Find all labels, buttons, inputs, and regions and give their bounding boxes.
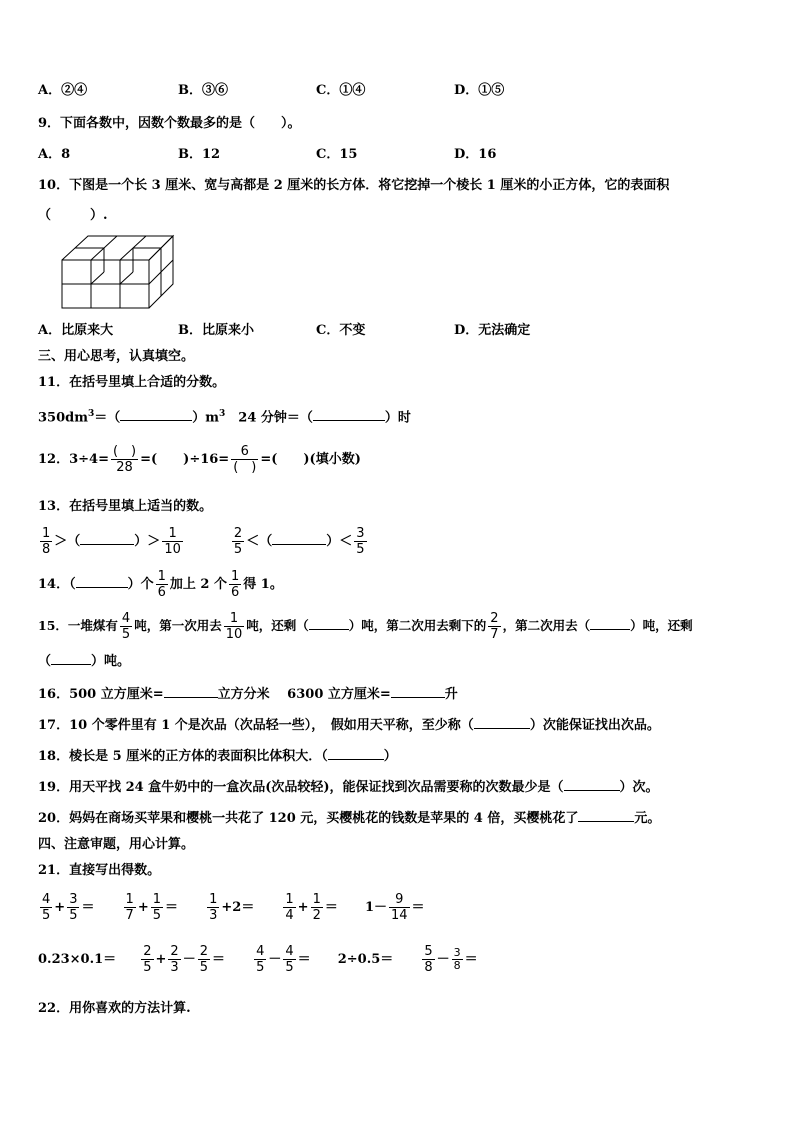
q10-paren: （ ）. <box>38 208 108 223</box>
q9-option-d: D．16 <box>454 147 497 162</box>
q10-stem: 10．下图是一个长 3 厘米、宽与高都是 2 厘米的长方体．将它挖掉一个棱长 1 厘米的小正方体，它的表面积 <box>38 178 670 193</box>
q14-line: 14．（ ）个 $\frac{1}{6}$ 加上 2 个 $\frac{1}{6}$ 得 1。 <box>38 569 283 600</box>
q10-option-d: D．无法确定 <box>454 323 531 338</box>
q21-stem: 21．直接写出得数。 <box>38 863 161 878</box>
q9-option-c: C．15 <box>316 147 358 162</box>
q21-row-2: 0.23×0.1＝ $\frac{2}{5}$ + $\frac{2}{3}$ － $\frac{2}{5}$ ＝ $\frac{4}{5}$ － $\frac{4}{5}$ ＝ 2÷0.5＝ $\frac{5}{8}$ － $\frac{3}{8}$ ＝ <box>38 944 478 975</box>
q20-line: 20．妈妈在商场买苹果和樱桃一共花了 120 元，买樱桃花的钱数是苹果的 4 倍，买樱桃花了 元。 <box>38 811 661 826</box>
q11-line: $350dm^3=$（ ）$m^3$ 24 分钟＝（ ）时 <box>38 409 411 426</box>
q13-line: $\frac{1}{8}$ ＞（ ）＞ $\frac{1}{10}$ $\frac{2}{5}$ ＜（ ）＜ $\frac{3}{5}$ <box>42 526 365 557</box>
q8-option-b: B．③⑥ <box>178 83 228 98</box>
q13-stem: 13．在括号里填上适当的数。 <box>38 499 213 514</box>
q9-stem: 9．下面各数中，因数个数最多的是（ ）。 <box>38 116 301 131</box>
section-four-heading: 四、注意审题，用心计算。 <box>38 837 195 852</box>
cuboid-figure <box>60 232 175 310</box>
q15-line2: （ ）吨。 <box>38 654 131 669</box>
q8-option-c: C．①④ <box>316 83 366 98</box>
q22-stem: 22．用你喜欢的方法计算. <box>38 1001 191 1016</box>
q8-option-a: A．②④ <box>38 83 88 98</box>
q21-row-1: $\frac{4}{5}$ + $\frac{3}{5}$ ＝ $\frac{1}{7}$ + $\frac{1}{5}$ ＝ $\frac{1}{3}$ +2＝ $\frac{1}{4}$ + $\frac{1}{2}$ ＝ 1－ $\frac{9}{14}$ ＝ <box>42 892 425 923</box>
q9-option-b: B．12 <box>178 147 221 162</box>
q18-line: 18．棱长是 5 厘米的正方体的表面积比体积大．（ ） <box>38 749 397 764</box>
q10-option-c: C．不变 <box>316 323 366 338</box>
q10-option-a: A．比原来大 <box>38 323 114 338</box>
q11-stem: 11．在括号里填上合适的分数。 <box>38 375 226 390</box>
q12-line: 12．3÷4= $\frac{( )}{28}$ =( )÷16= $\frac{6}{( )}$ =( )(填小数) <box>38 444 361 475</box>
q15-line: 15．一堆煤有 $\frac{4}{5}$ 吨，第一次用去 $\frac{1}{10}$ 吨，还剩（ ）吨，第二次用去剩下的 $\frac{2}{7}$ ，第二次用去（ ）吨，还剩 <box>38 611 693 642</box>
section-three-heading: 三、用心思考，认真填空。 <box>38 349 195 364</box>
q8-option-d: D．①⑤ <box>454 83 505 98</box>
q19-line: 19．用天平找 24 盒牛奶中的一盒次品(次品较轻)，能保证找到次品需要称的次数最少是（ ）次。 <box>38 780 659 795</box>
q16-line: 16．500 立方厘米= 立方分米 6300 立方厘米= 升 <box>38 687 458 702</box>
q17-line: 17．10 个零件里有 1 个是次品（次品轻一些）， 假如用天平称，至少称（ ）次能保证找出次品。 <box>38 718 660 733</box>
q9-option-a: A．8 <box>38 147 71 162</box>
q10-option-b: B．比原来小 <box>178 323 254 338</box>
